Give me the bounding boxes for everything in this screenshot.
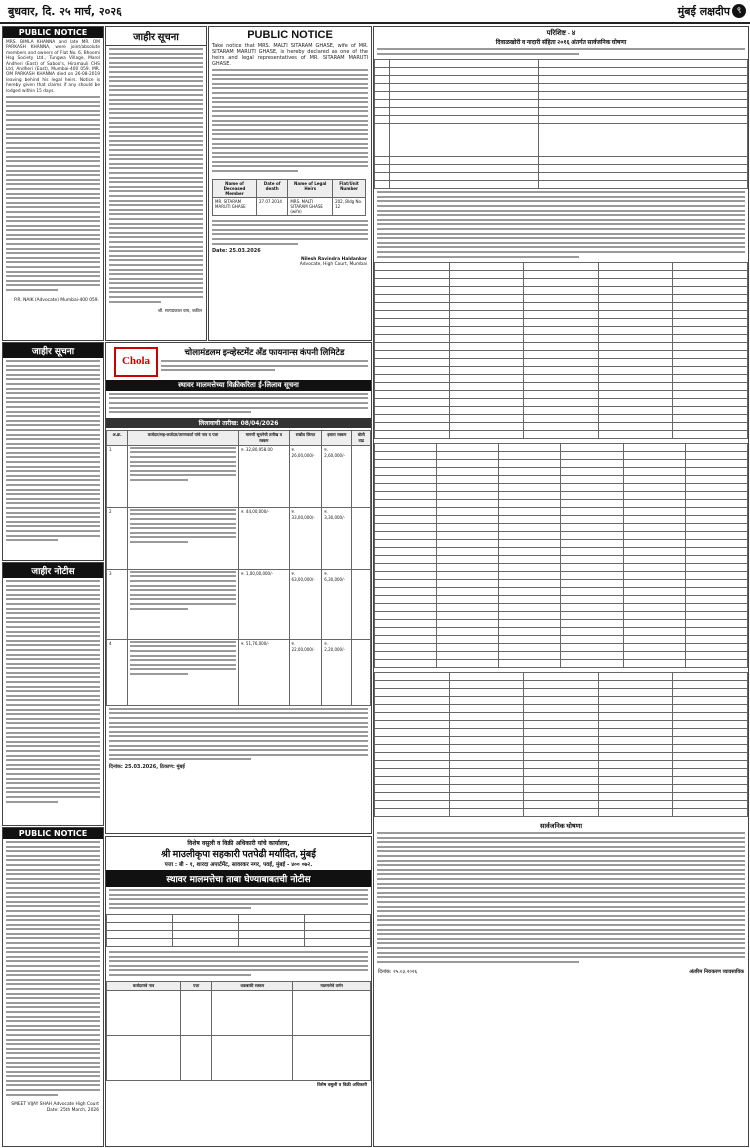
col-header: Flat/Unit Number: [333, 179, 366, 197]
bank-possession-notice: [105, 836, 372, 1147]
public-notice-1: [2, 26, 104, 341]
notice-signature: [209, 255, 371, 270]
table-row: 4 रु. 51,76,000/- रु. 22,00,000/- रु. 2,20,000/-: [107, 639, 371, 705]
notice-signature: SMEET VIJAY SHAH Advocate High Court Date: 25th March, 2026: [11, 1102, 99, 1113]
chola-logo: Chola: [114, 347, 158, 377]
auction-intro-lines: [106, 391, 371, 418]
financial-table-2: [374, 443, 748, 668]
notice-signature: P.R. NAIK (Advocate) Mumbai-400 059.: [14, 297, 99, 303]
ibc-public-announcement: [373, 26, 749, 1147]
form-subtitle: दिवाळखोरी व नादारी संहिता २०१६ अंतर्गत सार्वजनिक घोषणा: [495, 40, 627, 46]
auction-date-bar: लिलावाची तारीख: 08/04/2026: [106, 418, 371, 428]
legal-heirs-table: [212, 179, 366, 216]
col-header: Date of death: [257, 179, 288, 197]
issue-date: बुधवार, दि. २५ मार्च, २०२६: [8, 5, 122, 18]
public-notice-ghase: [208, 26, 372, 341]
public-notice-2: [2, 827, 104, 1147]
dense-text-block: [374, 189, 748, 262]
advocate-role: Advocate, High Court, Mumbai: [299, 262, 367, 268]
form-footer: [374, 967, 748, 977]
financial-table-1: [374, 262, 748, 439]
office-header: विशेष वसुली व विक्री अधिकारी यांचे कार्यालय,: [187, 840, 290, 847]
advocate-name: Nilesh Ravindra Haldankar: [301, 256, 367, 262]
possession-table-2: कर्जदाराचे नाव पत्ता थकबाकी रक्कम मालमत्तेचे वर्णन: [106, 981, 371, 1081]
company-name: चोलामंडलम इन्व्हेस्टमेंट अँड फायनान्स कंपनी लिमिटेड: [184, 347, 345, 357]
section-heading: सार्वजनिक घोषणा: [539, 823, 583, 831]
notice-body-lines: [3, 94, 103, 296]
notice-intro-lines: [106, 887, 371, 914]
particulars-table: [374, 59, 748, 189]
table-row: [107, 990, 371, 1035]
form-title: परिशिष्ट - ४: [546, 29, 576, 37]
terms-lines: [106, 706, 371, 765]
form-intro-lines: [374, 46, 748, 59]
notice-intro: Take notice that MRS. MALTI SITARAM GHASE, wife of MR. SITARAM MARUTI GHASE, is hereby declared as one of the heirs and legal representatives of MR. SITARAM MARUTI GHASE.: [212, 43, 368, 67]
notice-body: MRS. BIMLA KHANNA and late MR. OM PARKASH KHANNA, were joint/absolute members and owners of Flat No. 6, Bhoomi Hsg Society Ltd., Tungwa Village, Marol Andheri (East) of Saboo's, Hiramauli CHS Ltd, Andheri (East), Mumbai-400 059. MR. OM PARKASH KHANNA died on 26-08-2019 leaving behind his legal heirs. Notice is hereby given that claims if any should be lodged within 15 days.: [6, 40, 100, 94]
notice-title: PUBLIC NOTICE: [3, 828, 103, 839]
table-row: MR. SITARAM MARUTI GHASE 27.07.2014 MRS. MALTI SITARAM GHASE (wife) 202, Bldg No. 12: [213, 197, 366, 215]
possession-notice-title: स्थावर मालमत्तेचा ताबा घेण्याबाबतची नोटीस: [106, 870, 371, 887]
notice-body-lines: [209, 67, 371, 177]
bank-name: श्री माउलीकृपा सहकारी पतपेढी मर्यादित, मुंबई: [161, 850, 316, 860]
notice-title: जाहीर सूचना: [106, 27, 206, 46]
notice-body-lines: [106, 46, 206, 307]
notice-body-lines: [3, 578, 103, 807]
notice-title: जाहीर सूचना: [3, 343, 103, 358]
table-row: 1 रु. 32,80,958.00 रु. 26,00,000/- रु. 2,60,000/-: [107, 445, 371, 507]
notice-body-lines: [3, 358, 103, 546]
footer-date: दिनांक: २५.०३.२०२६: [378, 969, 418, 976]
col-header: Name of Deceased Member: [213, 179, 257, 197]
bank-address: पत्ता : बी - १, शारदा अपार्टमेंट, सावरकर नगर, पवई, मुंबई - ४०० ०७२.: [164, 862, 313, 868]
notice-body-lines: [209, 218, 371, 250]
col-header: Name of Legal Heirs: [288, 179, 333, 197]
auction-table: अ.क्र. कर्जदार/सह-कर्जदार/तारणकर्ता यांचे नाव व पत्ता मागणी सूचनेची तारीख व रक्कम राखीव किंमत इसारा रक्कम बोली वाढ 1 रु. 32,80,958.00 रु. 26,00,000/- रु. 2,60,000/- 2 रु. 44,00,000/- रु. 33,00,000/- रु. 3,30,000/- 3 रु. 1,00,00,000/- रु. 63,00,000/- रु. 6,30,000/- 4 रु. 51,76,000/- रु. 22,00,000/- रु. 2,20,000/-: [106, 430, 371, 706]
jahir-notice: [2, 562, 104, 826]
page-header: [0, 0, 750, 24]
notice-title: PUBLIC NOTICE: [247, 29, 333, 41]
auction-subtitle: स्थावर मालमत्तेच्या विक्रीकरिता ई-लिलाव सूचना: [106, 380, 371, 391]
financial-table-3: [374, 672, 748, 817]
newspaper-name: मुंबई लक्षदीप: [677, 5, 730, 18]
footer-signature: अंतरिम निराकरण व्यावसायिक: [689, 969, 744, 976]
notice-signature: विशेष वसुली व विक्री अधिकारी: [317, 1082, 367, 1088]
notice-mid-lines: [106, 949, 371, 981]
jahir-suchana-2: [105, 26, 207, 341]
table-row: 2 रु. 44,00,000/- रु. 33,00,000/- रु. 3,30,000/-: [107, 507, 371, 569]
page-number: ९: [732, 4, 746, 18]
table-row: [107, 1035, 371, 1080]
notice-title: जाहीर नोटीस: [3, 563, 103, 578]
jahir-suchana-1: [2, 342, 104, 561]
notice-body-lines: [3, 839, 103, 1100]
notice-footer: दिनांक: 25.03.2026, ठिकाण: मुंबई: [109, 763, 185, 770]
notice-title: PUBLIC NOTICE: [3, 27, 103, 38]
table-row: 3 रु. 1,00,00,000/- रु. 63,00,000/- रु. 6,30,000/-: [107, 569, 371, 639]
announcement-lines: [374, 830, 748, 967]
chola-auction-notice: [105, 342, 372, 834]
possession-table-1: [106, 914, 371, 947]
notice-signature: श्री. सत्यप्रकाश वाघ, वकील: [157, 309, 202, 315]
notice-date: Date: 25.03.2026: [212, 248, 261, 255]
company-address-lines: [158, 358, 371, 376]
